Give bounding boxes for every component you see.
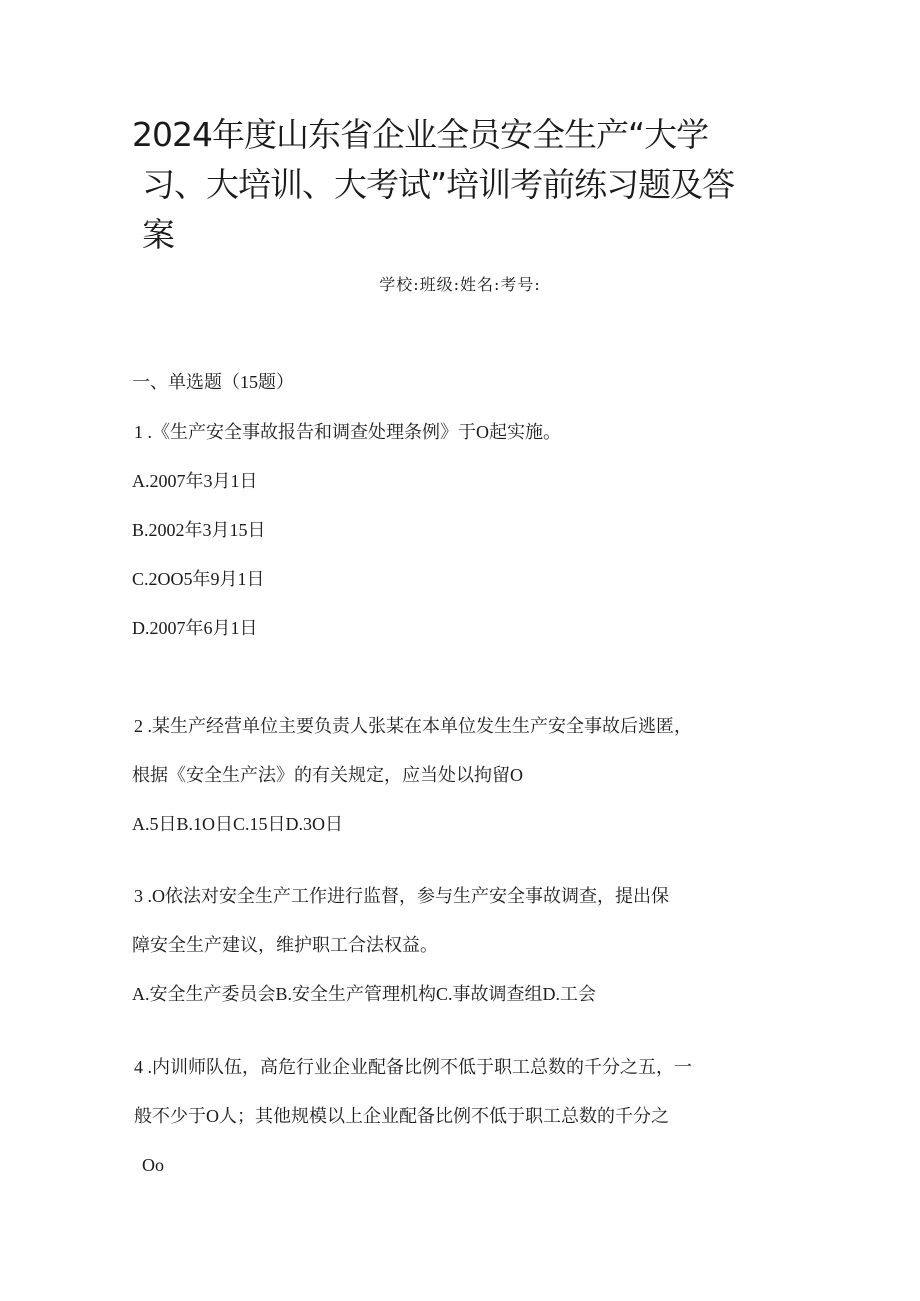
- question-2-text-line-2: 根据《安全生产法》的有关规定，应当处以拘留O: [132, 765, 523, 785]
- question-1-option-a: A.2007年3月1日: [132, 471, 258, 491]
- title-line-2: 习、大培训、大考试”培训考前练习题及答: [142, 165, 735, 204]
- student-info-line: 学校:班级:姓名:考号:: [379, 275, 541, 294]
- question-1-option-d: D.2007年6月1日: [132, 618, 258, 638]
- question-4-text-line-1: 4 .内训师队伍，高危行业企业配备比例不低于职工总数的千分之五，一: [134, 1057, 692, 1077]
- question-1-option-b: B.2002年3月15日: [132, 520, 266, 540]
- question-2-options: A.5日B.1O日C.15日D.3O日: [132, 814, 344, 834]
- question-1-option-c: C.2OO5年9月1日: [132, 569, 265, 589]
- question-2-text-line-1: 2 .某生产经营单位主要负责人张某在本单位发生生产安全事故后逃匿，: [134, 716, 692, 736]
- question-3-options: A.安全生产委员会B.安全生产管理机构C.事故调查组D.工会: [132, 984, 597, 1004]
- section-heading: 一、单选题（15题）: [132, 372, 294, 392]
- title-line-1: 2024年度山东省企业全员安全生产“大学: [132, 115, 709, 154]
- question-1-text: 1 .《生产安全事故报告和调查处理条例》于O起实施。: [134, 422, 561, 442]
- question-3-text-line-2: 障安全生产建议，维护职工合法权益。: [132, 935, 438, 955]
- question-4-text-line-3: Oo: [142, 1155, 164, 1175]
- title-line-3: 案: [142, 215, 174, 254]
- question-3-text-line-1: 3 .O依法对安全生产工作进行监督，参与生产安全事故调查，提出保: [134, 886, 669, 906]
- document-title: [132, 110, 804, 260]
- question-4-text-line-2: 般不少于O人；其他规模以上企业配备比例不低于职工总数的千分之: [134, 1106, 669, 1126]
